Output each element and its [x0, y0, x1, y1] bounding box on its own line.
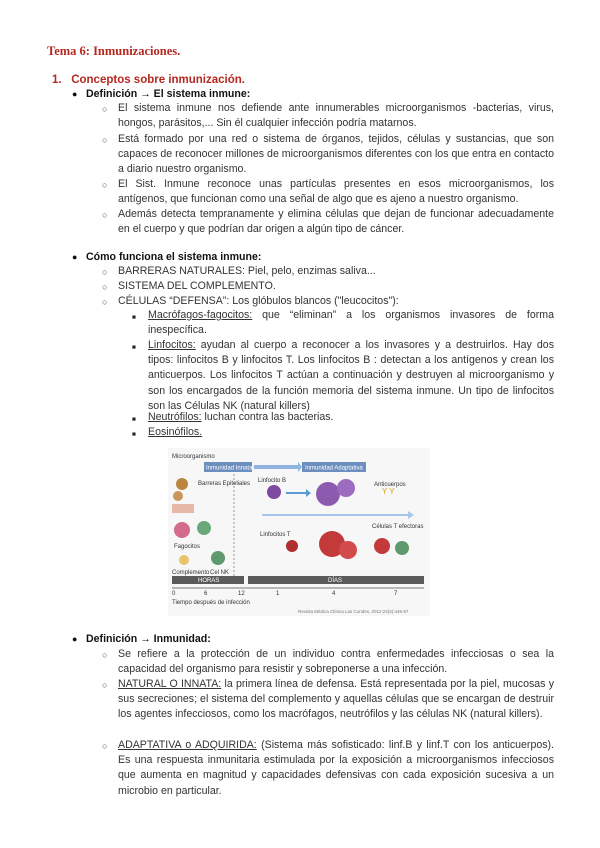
microbe-icon [176, 478, 188, 490]
cell-text: luchan contra las bacterias. [201, 411, 334, 423]
circle-bullet-icon: ○ [102, 741, 108, 751]
circle-bullet-icon: ○ [102, 180, 108, 190]
def-sistema-label: Definición → El sistema inmune: [86, 88, 251, 100]
def-inmunidad-label: Definición → Inmunidad: [86, 633, 211, 645]
cell-term: Linfocitos: [148, 339, 196, 351]
circle-bullet-icon: ○ [102, 650, 108, 660]
def-sistema-item: Está formado por una red o sistema de órganos, tejidos, células y sustancias, que son capaces de reconocer millones de microorganismos diferentes con los que entra en contacto a diario nuestro organismo. [118, 133, 554, 176]
adaptativa-term: ADAPTATIVA o ADQUIRIDA: [118, 739, 257, 751]
label-adaptativa: Inmunidad Adaptativa [305, 465, 363, 472]
como-funciona-item: BARRERAS NATURALES: Piel, pelo, enzimas saliva... [118, 265, 376, 277]
immunity-diagram [168, 448, 430, 616]
label-tiempo: Tiempo después de infección [172, 600, 250, 606]
section-title: Conceptos sobre inmunización. [71, 74, 245, 86]
label-complemento: Complemento [172, 570, 210, 576]
circle-bullet-icon: ○ [102, 680, 108, 690]
label-innata: Inmunidad Innata [206, 465, 253, 472]
square-bullet-icon: ■ [132, 314, 136, 321]
inmunidad-adaptativa [118, 738, 554, 799]
b-cell-icon [316, 482, 340, 506]
complement-icon [179, 555, 189, 565]
def-sistema-item: Además detecta tempranamente y elimina células que dejan de funcionar adecuadamente en el cuerpo y que podrían dar origen a algún tipo de cáncer. [118, 208, 554, 236]
def-sistema-item: El sistema inmune nos defiende ante innumerables microorganismos -bacterias, virus, hongos, parásitos,... Sin él cualquier infección podría matarnos. [118, 102, 554, 130]
label-fagocitos: Fagocitos [174, 544, 201, 550]
label-horas: HORAS [198, 578, 220, 584]
cell-item-macrofagos [148, 308, 554, 338]
microbe-icon [173, 491, 183, 501]
def-inmunidad-intro: Se refiere a la protección de un individuo contra enfermedades infecciosas o sea la capacidad del organismo para resistir y sobreponerse a una infección. [118, 648, 554, 676]
inmunidad-natural [118, 677, 554, 723]
t-cell-icon [286, 540, 298, 552]
figure-credit: Revista Médica Clínica Las Condes, 2012;23(4):446-57 [298, 609, 409, 614]
label-efectoras: Células T efectoras [372, 524, 424, 530]
t-cell-icon [374, 538, 390, 554]
label-linfocito-b: Linfocito B [258, 478, 287, 484]
adaptativa-text: (Sistema más sofisticado: linf.B y linf.T con los anticuerpos). Es una respuesta inmunitaria estimulada por la exposición a microorganismos infecciosos que aumenta en magnitud y capacidades defensivas con cada exposición sucesiva a un microbio en particular. [118, 739, 554, 797]
tick-label: 0 [172, 591, 176, 597]
target-cell-icon [395, 541, 409, 555]
bullet-icon: ● [72, 634, 78, 644]
section-heading [52, 74, 245, 86]
como-funciona-item: CÉLULAS “DEFENSA”: Los glóbulos blancos ("leucocitos"): [118, 295, 399, 307]
circle-bullet-icon: ○ [102, 135, 108, 145]
label-dias: DÍAS [328, 578, 343, 584]
tick-label: 4 [332, 591, 336, 597]
b-cell-icon [267, 485, 281, 499]
cell-item-neutrofilos [148, 410, 554, 425]
como-funciona-item: SISTEMA DEL COMPLEMENTO. [118, 280, 276, 292]
natural-text: la primera línea de defensa. Está representada por la piel, mucosas y sus secreciones; el sistema del complemento y aquellas células que se encargan de destruir los agentes infecciosos, como los macrófagos, neutrófilos y las células NK (natural killers). [118, 678, 554, 721]
epithelium-icon [172, 504, 194, 513]
t-cell-icon [339, 541, 357, 559]
section-number: 1. [52, 74, 62, 86]
immunity-diagram-svg [168, 448, 430, 616]
tick-label: 7 [394, 591, 398, 597]
document-title: Tema 6: Inmunizaciones. [47, 44, 181, 58]
label-linfocitos-t: Linfocitos T [260, 532, 291, 538]
cell-item-eosinofilos [148, 425, 554, 440]
bullet-icon: ● [72, 252, 78, 262]
nk-cell-icon [211, 551, 225, 565]
phagocyte-icon [174, 522, 190, 538]
circle-bullet-icon: ○ [102, 282, 108, 292]
label-barreras: Barreras Epiteliales [198, 481, 251, 487]
bullet-icon: ● [72, 89, 78, 99]
tick-label: 6 [204, 591, 208, 597]
circle-bullet-icon: ○ [102, 104, 108, 114]
circle-bullet-icon: ○ [102, 267, 108, 277]
b-cell-icon [337, 479, 355, 497]
tick-label: 1 [276, 591, 280, 597]
cell-term: Eosinófilos. [148, 426, 203, 438]
circle-bullet-icon: ○ [102, 297, 108, 307]
cell-item-linfocitos [148, 338, 554, 414]
cell-text: que “eliminan” a los organismos invasores de forma inespecífica. [148, 309, 554, 337]
antibody-icon: Y Y [382, 487, 395, 496]
como-funciona-label: Cómo funciona el sistema inmune: [86, 251, 262, 263]
circle-bullet-icon: ○ [102, 210, 108, 220]
cell-term: Neutrófilos: [148, 411, 202, 423]
phagocyte-icon [197, 521, 211, 535]
label-microorganismo: Microorganismo [172, 454, 215, 460]
tick-label: 12 [238, 591, 245, 597]
square-bullet-icon: ■ [132, 344, 136, 351]
cell-text: ayudan al cuerpo a reconocer a los invasores y a destruirlos. Hay dos tipos: linfocitos B y linfocitos T. Los linfocitos B : detectan a los antígenos y crean los anticuerpos. Los linfocitos T actúan a continuación y destruyen al microorganismo y son los encargados de la función memoria del sistema inmune. Un tipo de linfocitos son las Células NK (natural killers) [148, 339, 554, 412]
cell-term: Macrófagos-fagocitos: [148, 309, 253, 321]
natural-term: NATURAL O INNATA: [118, 678, 222, 690]
square-bullet-icon: ■ [132, 431, 136, 438]
label-nk: Cel NK [210, 570, 230, 576]
label-anticuerpos: Anticuerpos [374, 482, 406, 488]
square-bullet-icon: ■ [132, 416, 136, 423]
def-sistema-item: El Sist. Inmune reconoce unas partículas presentes en esos microorganismos, los antígenos, que funcionan como una señal de algo que es ajeno a nuestro organismo. [118, 178, 554, 206]
